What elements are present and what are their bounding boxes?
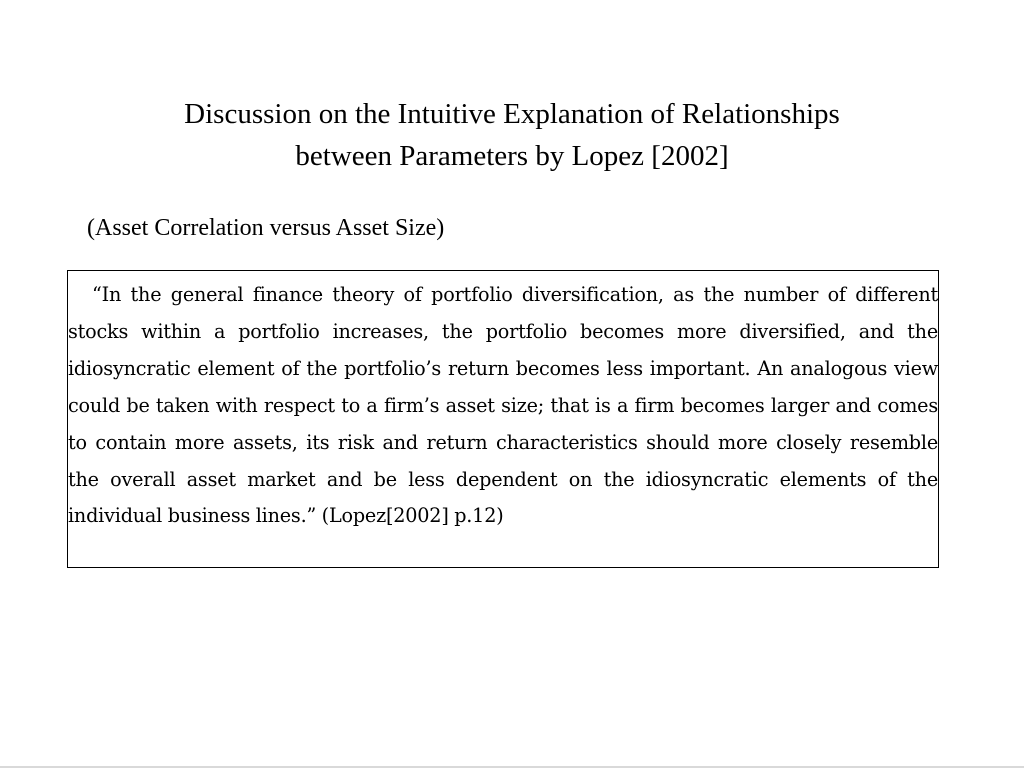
quote-box (67, 270, 939, 568)
quote-text: “In the general finance theory of portfolio diversification, as the number of different stocks within a portfolio increases, the portfolio becomes more diversified, and the idiosyncratic element of the portfolio’s return becomes less important. An analogous view could be taken with respect to a firm’s asset size; that is a firm becomes larger and comes to contain more assets, its risk and return characteristics should more closely resemble the overall asset market and be less dependent on the idiosyncratic elements of the individual business lines.” (Lopez[2002] p.12) (68, 283, 938, 528)
slide-subtitle: (Asset Correlation versus Asset Size) (87, 215, 445, 241)
slide-title (0, 93, 1024, 177)
slide-title-line-2: between Parameters by Lopez [2002] (295, 140, 729, 172)
slide-title-line-1: Discussion on the Intuitive Explanation of Relationships (184, 98, 840, 130)
